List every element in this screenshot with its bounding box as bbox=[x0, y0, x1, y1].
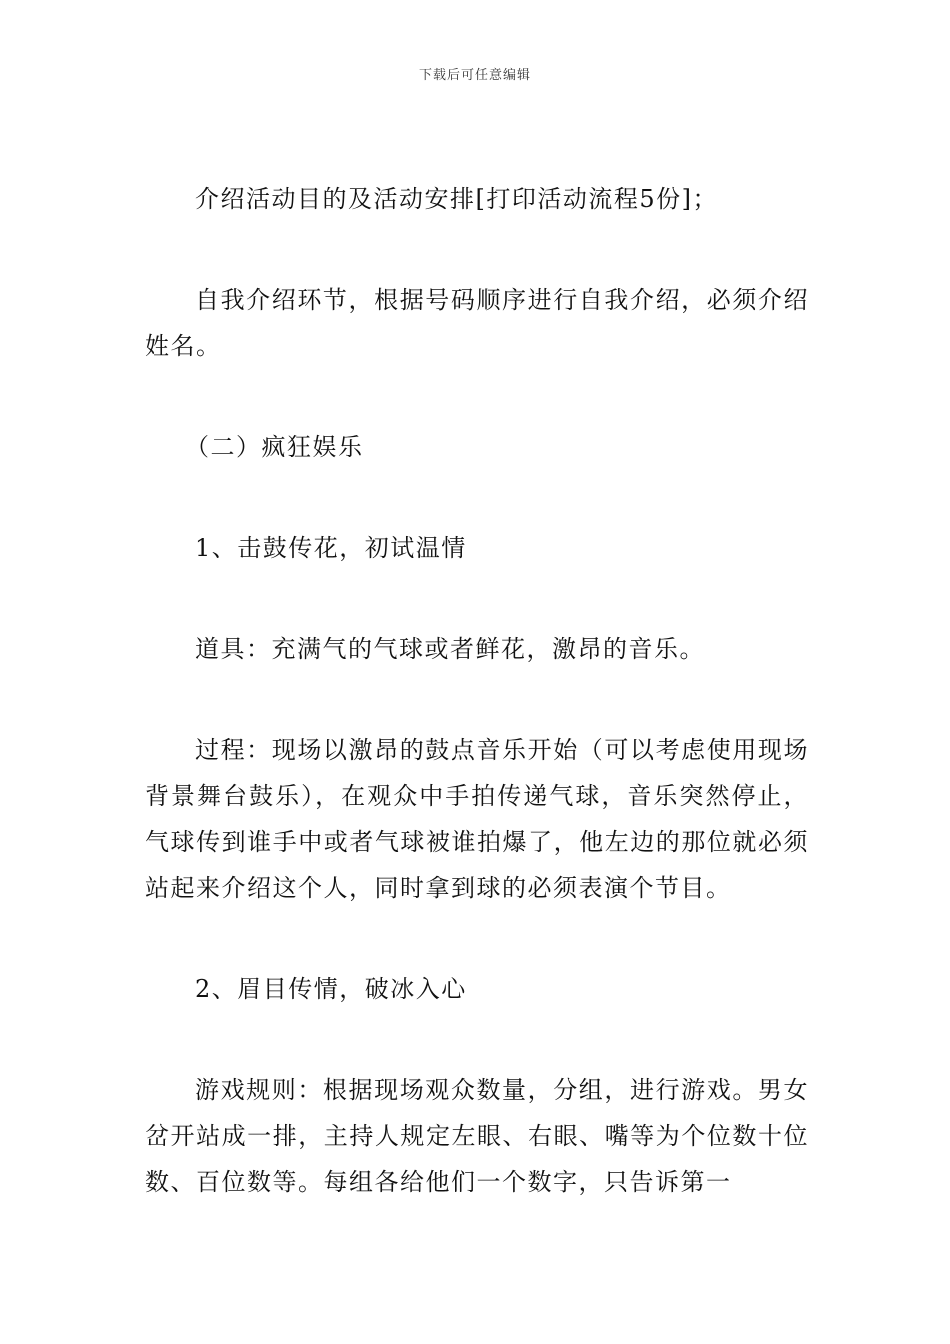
subheading-game-2: 2、眉目传情，破冰入心 bbox=[195, 975, 467, 1003]
page-header-note: 下载后可任意编辑 bbox=[418, 68, 531, 83]
document-body bbox=[145, 176, 809, 1260]
paragraph-game-rules: 游戏规则：根据现场观众数量，分组，进行游戏。男女岔开站成一排，主持人规定左眼、右眼、嘴等为个位数十位数、百位数等。每组各给他们一个数字，只告诉第一 bbox=[145, 1076, 809, 1196]
section-heading-crazy-entertainment: （二）疯狂娱乐 bbox=[185, 433, 364, 461]
paragraph-process: 过程：现场以激昂的鼓点音乐开始（可以考虑使用现场背景舞台鼓乐），在观众中手拍传递气球，音乐突然停止，气球传到谁手中或者气球被谁拍爆了，他左边的那位就必须站起来介绍这个人，同时拿到球的必须表演个节目。 bbox=[145, 736, 809, 902]
subheading-game-1: 1、击鼓传花，初试温情 bbox=[195, 534, 467, 562]
paragraph-self-introduction: 自我介绍环节，根据号码顺序进行自我介绍，必须介绍姓名。 bbox=[145, 286, 809, 360]
paragraph-props: 道具：充满气的气球或者鲜花，激昂的音乐。 bbox=[195, 635, 705, 663]
paragraph-intro-purpose: 介绍活动目的及活动安排[打印活动流程5份]； bbox=[195, 185, 718, 213]
